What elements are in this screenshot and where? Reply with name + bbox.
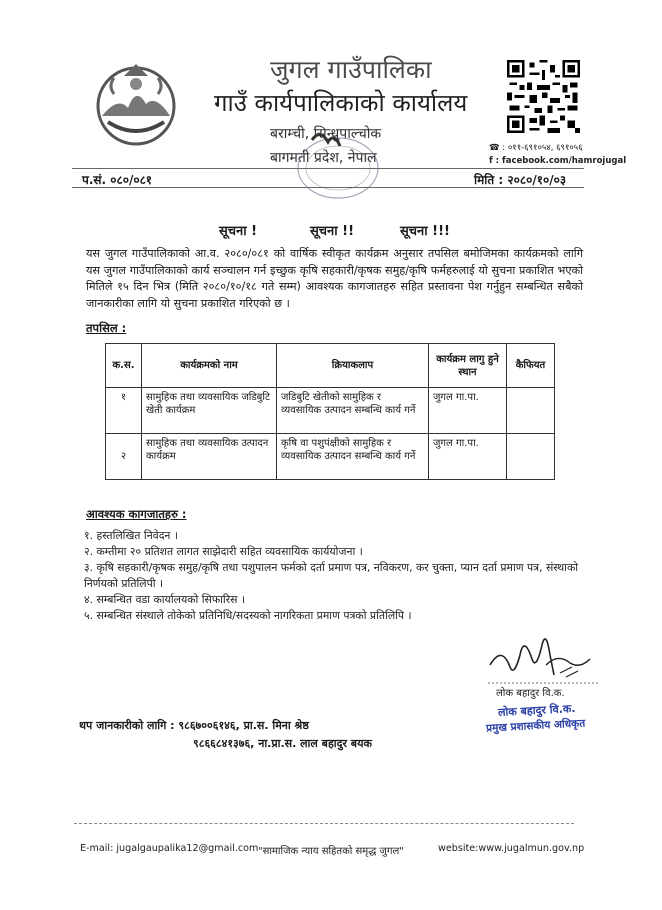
footer-slogan: "सामाजिक न्याय सहितको समृद्ध जुगल": [258, 846, 404, 857]
header-serial: क.स.: [106, 344, 142, 388]
notice-heading-3: सूचना !!!: [400, 224, 450, 239]
footer-divider: [74, 823, 574, 824]
program-table: [105, 343, 555, 480]
contact-info-line-1: थप जानकारीको लागि : ९८६७००६१४६, प्रा.स. मिना श्रेष्ठ: [79, 719, 309, 732]
notice-heading-2: सूचना !!: [310, 224, 355, 239]
contact-info-line-2: ९८६६८४१३७६, ना.प्रा.स. लाल बहादुर बयक: [193, 737, 372, 750]
cell-location: जुगल गा.पा.: [429, 434, 507, 480]
cell-remarks: [507, 388, 555, 434]
list-item: २. कम्तीमा २० प्रतिशत लागत साझेदारी सहित व्यवसायिक कार्ययोजना ।: [84, 545, 363, 558]
table-row: [106, 434, 555, 480]
cell-serial: १: [106, 388, 142, 434]
cell-program-name: सामुहिक तथा व्यवसायिक उत्पादन कार्यक्रम: [142, 434, 277, 480]
header-remarks: कैफियत: [507, 344, 555, 388]
footer-email: E-mail: jugalgaupalika12@gmail.com: [80, 843, 259, 854]
contact-phone: ☎ : ०११-६९१०५४, ६९१०५६: [489, 143, 583, 153]
nepal-government-emblem-icon: [88, 56, 184, 152]
tapsil-label: तपसिल :: [86, 321, 127, 335]
header-office-name: गाउँ कार्यपालिकाको कार्यालय: [214, 89, 468, 117]
header-program-name: कार्यक्रमको नाम: [142, 344, 277, 388]
cell-location: जुगल गा.पा.: [429, 388, 507, 434]
signatory-name: लोक बहादुर वि.क.: [496, 688, 565, 699]
office-stamp-icon: [276, 120, 396, 212]
reference-number: प.सं. ०८०/०८१: [82, 173, 153, 187]
seal-title: प्रमुख प्रशासकीय अधिकृत: [485, 717, 586, 735]
cell-serial: २: [106, 434, 142, 480]
footer-website: website:www.jugalmun.gov.np: [438, 843, 585, 854]
list-item: ४. सम्बन्धित वडा कार्यालयको सिफारिस ।: [84, 593, 245, 606]
cell-activity: जडिबुटि खेतीको सामुहिक र व्यवसायिक उत्पादन सम्बन्धि कार्य गर्ने: [277, 388, 429, 434]
cell-remarks: [507, 434, 555, 480]
header-municipality-name: जुगल गाउँपालिका: [270, 55, 432, 84]
required-documents-label: आवश्यक कागजातहरु :: [86, 507, 187, 521]
reference-date: मिति : २०८०/१०/०३: [474, 173, 567, 187]
qr-code-icon: [507, 60, 580, 133]
cell-program-name: सामुहिक तथा व्यवसायिक जडिबुटि खेती कार्यक्रम: [142, 388, 277, 434]
seal-name: लोक बहादुर वि.क.: [497, 701, 576, 720]
header-location: कार्यक्रम लागु हुने स्थान: [429, 344, 507, 388]
cell-activity: कृषि वा पशुपंक्षीको सामुहिक र व्यवसायिक उत्पादन सम्बन्धि कार्य गर्ने: [277, 434, 429, 480]
list-item: ३. कृषि सहकारी/कृषक समुह/कृषि तथा पशुपालन फर्मको दर्ता प्रमाण पत्र, नविकरण, कर चुक्ता, प्यान दर्ता प्रमाण पत्र, संस्थाको निर्णयको प्रतिलिपी ।: [84, 561, 579, 590]
required-documents-list: [84, 528, 584, 624]
contact-facebook: f : facebook.com/hamrojugal: [489, 156, 627, 166]
header-activity: क्रियाकलाप: [277, 344, 429, 388]
notice-heading-1: सूचना !: [219, 224, 258, 239]
table-header-row: [106, 344, 555, 388]
header-address: बराम्ची, सिन्धुपाल्चोक: [270, 126, 382, 142]
table-row: [106, 388, 555, 434]
header-province: बागमती प्रदेश, नेपाल: [270, 150, 377, 166]
list-item: ५. सम्बन्धित संस्थाले तोकेको प्रतिनिधि/सदस्यको नागरिकता प्रमाण पत्रको प्रतिलिपि ।: [84, 609, 412, 622]
notice-body-paragraph: यस जुगल गाउँपालिकाको आ.व. २०८०/०८१ को वार्षिक स्वीकृत कार्यक्रम अनुसार तपसिल बमोजिमका कार्यक्रमको लागि यस जुगल गाउँपालिकाको कार्य सञ्चालन गर्न इच्छुक कृषि सहकारी/कृषक समुह/कृषि फर्महरुलाई यो सुचना प्रकाशित भएको मितिले १५ दिन भित्र (मिति २०८०/१०/१८ गते सम्म) आवश्यक कागजातहरु सहित प्रस्तावना पेश गर्नुहुन सम्बन्धित सबैको जानकारीका लागि यो सुचना प्रकाशित गरिएको छ ।: [86, 247, 583, 310]
list-item: १. हस्तलिखित निवेदन ।: [84, 529, 178, 542]
